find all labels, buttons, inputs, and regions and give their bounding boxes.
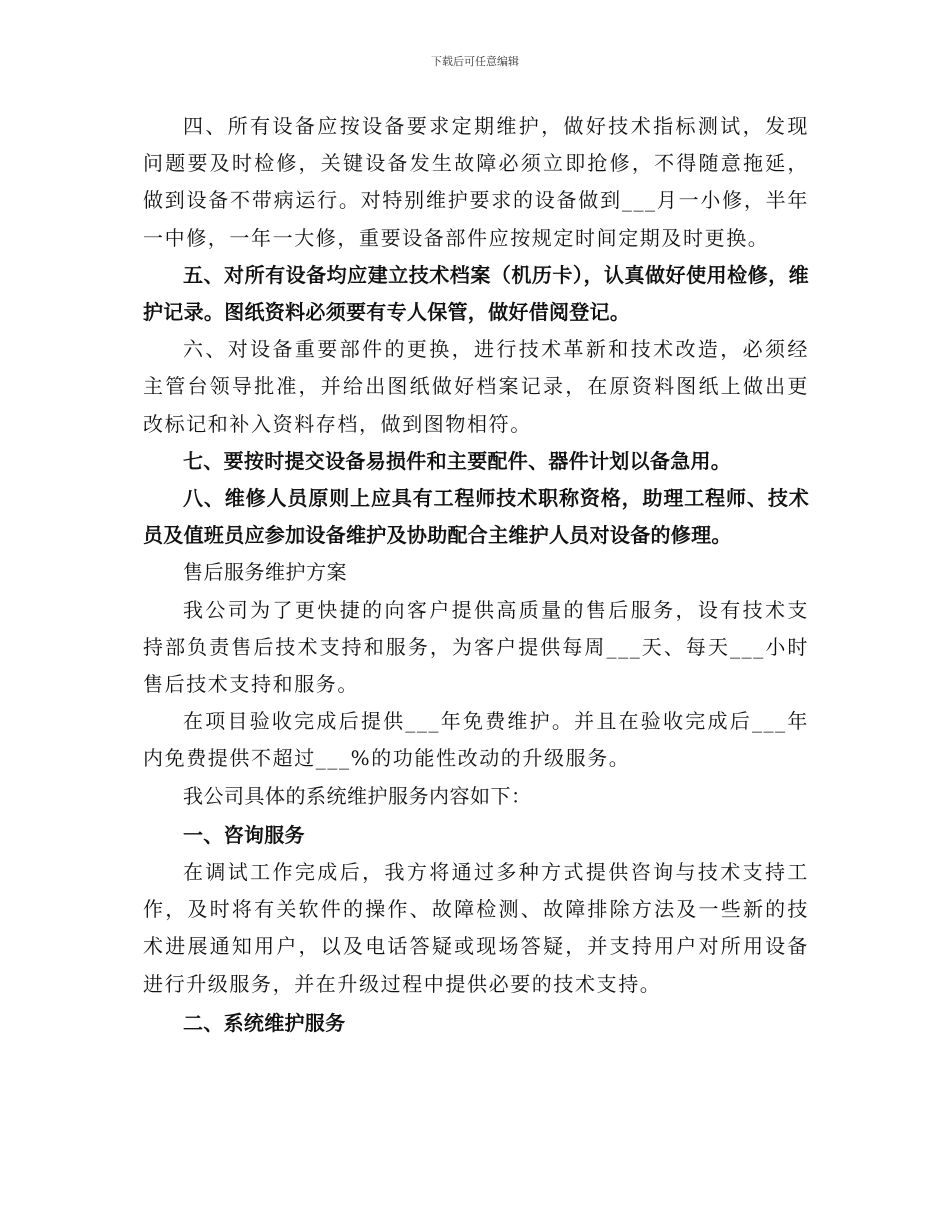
paragraph-part-replacement: 六、对设备重要部件的更换，进行技术革新和技术改造，必须经主管台领导批准，并给出图纸做好档案记录，在原资料图纸上做出更改标记和补入资料存档，做到图物相符。 <box>143 337 809 436</box>
paragraph-warranty: 在项目验收完成后提供___年免费维护。并且在验收完成后___年内免费提供不超过___%的功能性改动的升级服务。 <box>143 709 809 771</box>
section-title-after-sales: 售后服务维护方案 <box>183 560 347 585</box>
paragraph-staff-qualification: 八、维修人员原则上应具有工程师技术职称资格，助理工程师、技术员及值班员应参加设备维护及协助配合主维护人员对设备的修理。 <box>143 486 809 548</box>
paragraph-service-intro: 我公司为了更快捷的向客户提供高质量的售后服务，设有技术支持部负责售后技术支持和服务，为客户提供每周___天、每天___小时售后技术支持和服务。 <box>143 597 809 697</box>
heading-consulting-service: 一、咨询服务 <box>183 822 305 847</box>
paragraph-consulting-body: 在调试工作完成后，我方将通过多种方式提供咨询与技术支持工作，及时将有关软件的操作、故障检测、故障排除方法及一些新的技术进展通知用户，以及电话答疑或现场答疑，并支持用户对所用设备进行升级服务，并在升级过程中提供必要的技术支持。 <box>143 860 809 996</box>
paragraph-spare-parts-plan: 七、要按时提交设备易损件和主要配件、器件计划以备急用。 <box>183 448 732 473</box>
paragraph-technical-archive: 五、对所有设备均应建立技术档案（机历卡），认真做好使用检修，维护记录。图纸资料必须要有专人保管，做好借阅登记。 <box>143 262 809 325</box>
page-header-note: 下载后可任意编辑 <box>431 55 519 68</box>
paragraph-service-lead: 我公司具体的系统维护服务内容如下： <box>183 783 532 808</box>
heading-system-maintenance: 二、系统维护服务 <box>183 1010 346 1035</box>
paragraph-maintenance-schedule: 四、所有设备应按设备要求定期维护，做好技术指标测试，发现问题要及时检修，关键设备发生故障必须立即抢修，不得随意拖延，做到设备不带病运行。对特别维护要求的设备做到___月一小修，半年一中修，一年一大修，重要设备部件应按规定时间定期及时更换。 <box>143 114 809 250</box>
document-body <box>143 108 809 1042</box>
